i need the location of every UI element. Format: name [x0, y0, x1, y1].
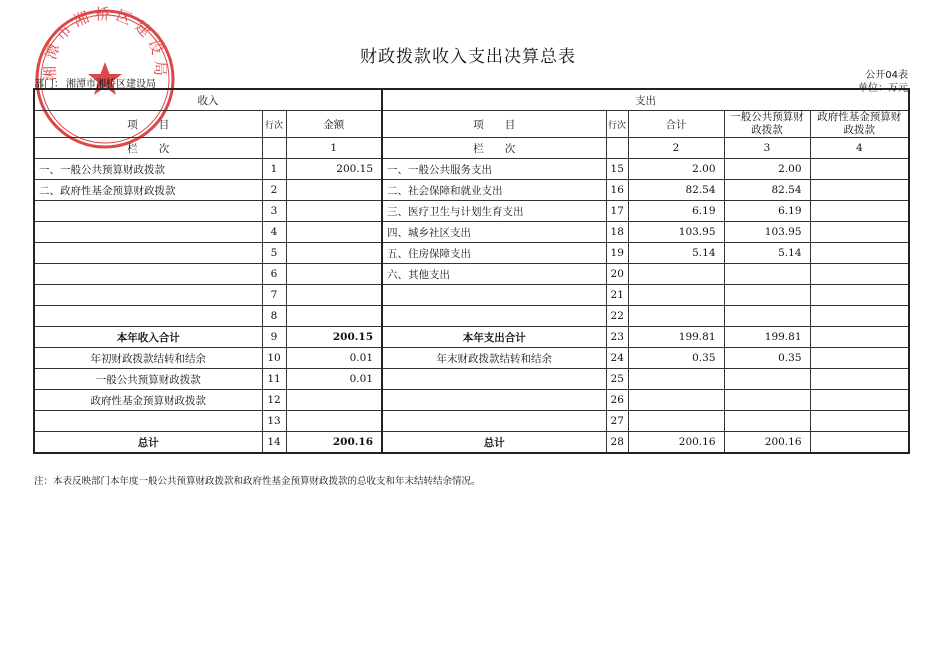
- expense-total: [628, 264, 724, 285]
- income-line-no: 4: [262, 222, 286, 243]
- income-col-label: 栏 次: [34, 138, 262, 159]
- department-name: 湘潭市湘桥区建设局: [66, 79, 156, 90]
- form-code: 公开04表: [865, 70, 908, 81]
- expense-general-budget: 0.35: [724, 348, 810, 369]
- expense-item: [382, 411, 606, 432]
- table-row: [34, 432, 909, 454]
- expense-total: [628, 285, 724, 306]
- expense-total: 103.95: [628, 222, 724, 243]
- total-header: 合计: [628, 111, 724, 138]
- expense-line-no: 20: [606, 264, 628, 285]
- expense-line-no-header: 行次: [606, 111, 628, 138]
- income-amount: [286, 243, 382, 264]
- expense-item: 本年支出合计: [382, 327, 606, 348]
- income-item: [34, 285, 262, 306]
- expense-total: 82.54: [628, 180, 724, 201]
- expense-gov-fund: [810, 222, 909, 243]
- col-index-2: 2: [628, 138, 724, 159]
- expense-general-budget: 6.19: [724, 201, 810, 222]
- income-item: [34, 306, 262, 327]
- income-amount: 200.16: [286, 432, 382, 454]
- expense-item: 二、社会保障和就业支出: [382, 180, 606, 201]
- expense-general-budget: 200.16: [724, 432, 810, 454]
- expense-total: 5.14: [628, 243, 724, 264]
- expense-total: 199.81: [628, 327, 724, 348]
- income-item: 政府性基金预算财政拨款: [34, 390, 262, 411]
- expense-line-no: 19: [606, 243, 628, 264]
- col-index-4: 4: [810, 138, 909, 159]
- income-amount: 0.01: [286, 369, 382, 390]
- income-item: [34, 201, 262, 222]
- expense-general-budget: [724, 264, 810, 285]
- table-row: [34, 285, 909, 306]
- expense-col-label: 栏 次: [382, 138, 606, 159]
- table-row: [34, 306, 909, 327]
- table-row: [34, 180, 909, 201]
- expense-item: [382, 390, 606, 411]
- income-item-header: 项 目: [34, 111, 262, 138]
- income-item: 年初财政拨款结转和结余: [34, 348, 262, 369]
- expense-header: 支出: [382, 89, 909, 111]
- income-amount: 200.15: [286, 159, 382, 180]
- income-item: [34, 264, 262, 285]
- report-title: 财政拨款收入支出决算总表: [360, 47, 576, 67]
- income-line-no: 11: [262, 369, 286, 390]
- income-line-no: 13: [262, 411, 286, 432]
- income-item: 本年收入合计: [34, 327, 262, 348]
- income-line-no: 2: [262, 180, 286, 201]
- amount-header: 金额: [286, 111, 382, 138]
- income-amount: 0.01: [286, 348, 382, 369]
- expense-gov-fund: [810, 264, 909, 285]
- gov-fund-header: 政府性基金预算财政拨款: [810, 111, 909, 138]
- expense-gov-fund: [810, 369, 909, 390]
- expense-gov-fund: [810, 243, 909, 264]
- footnote: 注：本表反映部门本年度一般公共预算财政拨款和政府性基金预算财政拨款的总收支和年末结转结余情况。: [34, 476, 481, 487]
- expense-general-budget: [724, 411, 810, 432]
- income-item: 总计: [34, 432, 262, 454]
- empty-cell: [606, 138, 628, 159]
- income-line-no-header: 行次: [262, 111, 286, 138]
- income-item: 一般公共预算财政拨款: [34, 369, 262, 390]
- income-line-no: 7: [262, 285, 286, 306]
- expense-total: 2.00: [628, 159, 724, 180]
- expense-gov-fund: [810, 285, 909, 306]
- expense-gov-fund: [810, 411, 909, 432]
- table-row: [34, 369, 909, 390]
- expense-gov-fund: [810, 201, 909, 222]
- expense-gov-fund: [810, 180, 909, 201]
- income-line-no: 5: [262, 243, 286, 264]
- department-label: 部门：: [34, 79, 64, 90]
- expense-general-budget: 103.95: [724, 222, 810, 243]
- table-row: [34, 348, 909, 369]
- expense-gov-fund: [810, 432, 909, 454]
- expense-line-no: 15: [606, 159, 628, 180]
- table-row: [34, 411, 909, 432]
- expense-total: 0.35: [628, 348, 724, 369]
- expense-total: [628, 369, 724, 390]
- income-item: 二、政府性基金预算财政拨款: [34, 180, 262, 201]
- expense-general-budget: 82.54: [724, 180, 810, 201]
- expense-general-budget: [724, 390, 810, 411]
- expense-general-budget: [724, 306, 810, 327]
- income-line-no: 6: [262, 264, 286, 285]
- table-row: [34, 390, 909, 411]
- expense-total: 6.19: [628, 201, 724, 222]
- expense-line-no: 21: [606, 285, 628, 306]
- expense-general-budget: 199.81: [724, 327, 810, 348]
- seal-text: 湘潭市湘桥区建设局: [40, 4, 170, 82]
- income-item: [34, 222, 262, 243]
- income-line-no: 1: [262, 159, 286, 180]
- income-line-no: 8: [262, 306, 286, 327]
- general-budget-header: 一般公共预算财政拨款: [724, 111, 810, 138]
- expense-item: 三、医疗卫生与计划生育支出: [382, 201, 606, 222]
- table-row: [34, 327, 909, 348]
- income-item: 一、一般公共预算财政拨款: [34, 159, 262, 180]
- expense-general-budget: 5.14: [724, 243, 810, 264]
- expense-line-no: 24: [606, 348, 628, 369]
- expense-line-no: 28: [606, 432, 628, 454]
- table-row: [34, 264, 909, 285]
- expense-item: [382, 306, 606, 327]
- expense-item: 一、一般公共服务支出: [382, 159, 606, 180]
- income-line-no: 3: [262, 201, 286, 222]
- empty-cell: [262, 138, 286, 159]
- expense-gov-fund: [810, 348, 909, 369]
- expense-line-no: 27: [606, 411, 628, 432]
- expense-line-no: 26: [606, 390, 628, 411]
- income-line-no: 14: [262, 432, 286, 454]
- expense-gov-fund: [810, 327, 909, 348]
- income-line-no: 9: [262, 327, 286, 348]
- expense-item: [382, 369, 606, 390]
- income-item: [34, 411, 262, 432]
- expense-total: [628, 390, 724, 411]
- expense-item-header: 项 目: [382, 111, 606, 138]
- expense-total: [628, 306, 724, 327]
- expense-gov-fund: [810, 159, 909, 180]
- income-amount: [286, 201, 382, 222]
- expense-line-no: 22: [606, 306, 628, 327]
- income-amount: [286, 180, 382, 201]
- expense-general-budget: [724, 369, 810, 390]
- expense-gov-fund: [810, 306, 909, 327]
- expense-gov-fund: [810, 390, 909, 411]
- expense-line-no: 16: [606, 180, 628, 201]
- income-amount: [286, 306, 382, 327]
- table-row: [34, 222, 909, 243]
- col-index-1: 1: [286, 138, 382, 159]
- expense-item: 四、城乡社区支出: [382, 222, 606, 243]
- table-row: [34, 243, 909, 264]
- expense-general-budget: 2.00: [724, 159, 810, 180]
- table-row: [34, 201, 909, 222]
- expense-total: 200.16: [628, 432, 724, 454]
- unit-label: 单位：万元: [858, 83, 908, 94]
- income-amount: [286, 222, 382, 243]
- income-amount: [286, 390, 382, 411]
- income-amount: 200.15: [286, 327, 382, 348]
- income-item: [34, 243, 262, 264]
- income-amount: [286, 411, 382, 432]
- expense-item: [382, 285, 606, 306]
- col-index-3: 3: [724, 138, 810, 159]
- income-amount: [286, 285, 382, 306]
- income-line-no: 10: [262, 348, 286, 369]
- expense-line-no: 23: [606, 327, 628, 348]
- table-row: [34, 159, 909, 180]
- expense-item: 六、其他支出: [382, 264, 606, 285]
- expense-item: 五、住房保障支出: [382, 243, 606, 264]
- income-amount: [286, 264, 382, 285]
- expense-item: 总计: [382, 432, 606, 454]
- expense-line-no: 17: [606, 201, 628, 222]
- finance-table: [33, 88, 910, 454]
- income-line-no: 12: [262, 390, 286, 411]
- expense-line-no: 25: [606, 369, 628, 390]
- income-header: 收入: [34, 89, 382, 111]
- expense-total: [628, 411, 724, 432]
- expense-general-budget: [724, 285, 810, 306]
- expense-line-no: 18: [606, 222, 628, 243]
- expense-item: 年末财政拨款结转和结余: [382, 348, 606, 369]
